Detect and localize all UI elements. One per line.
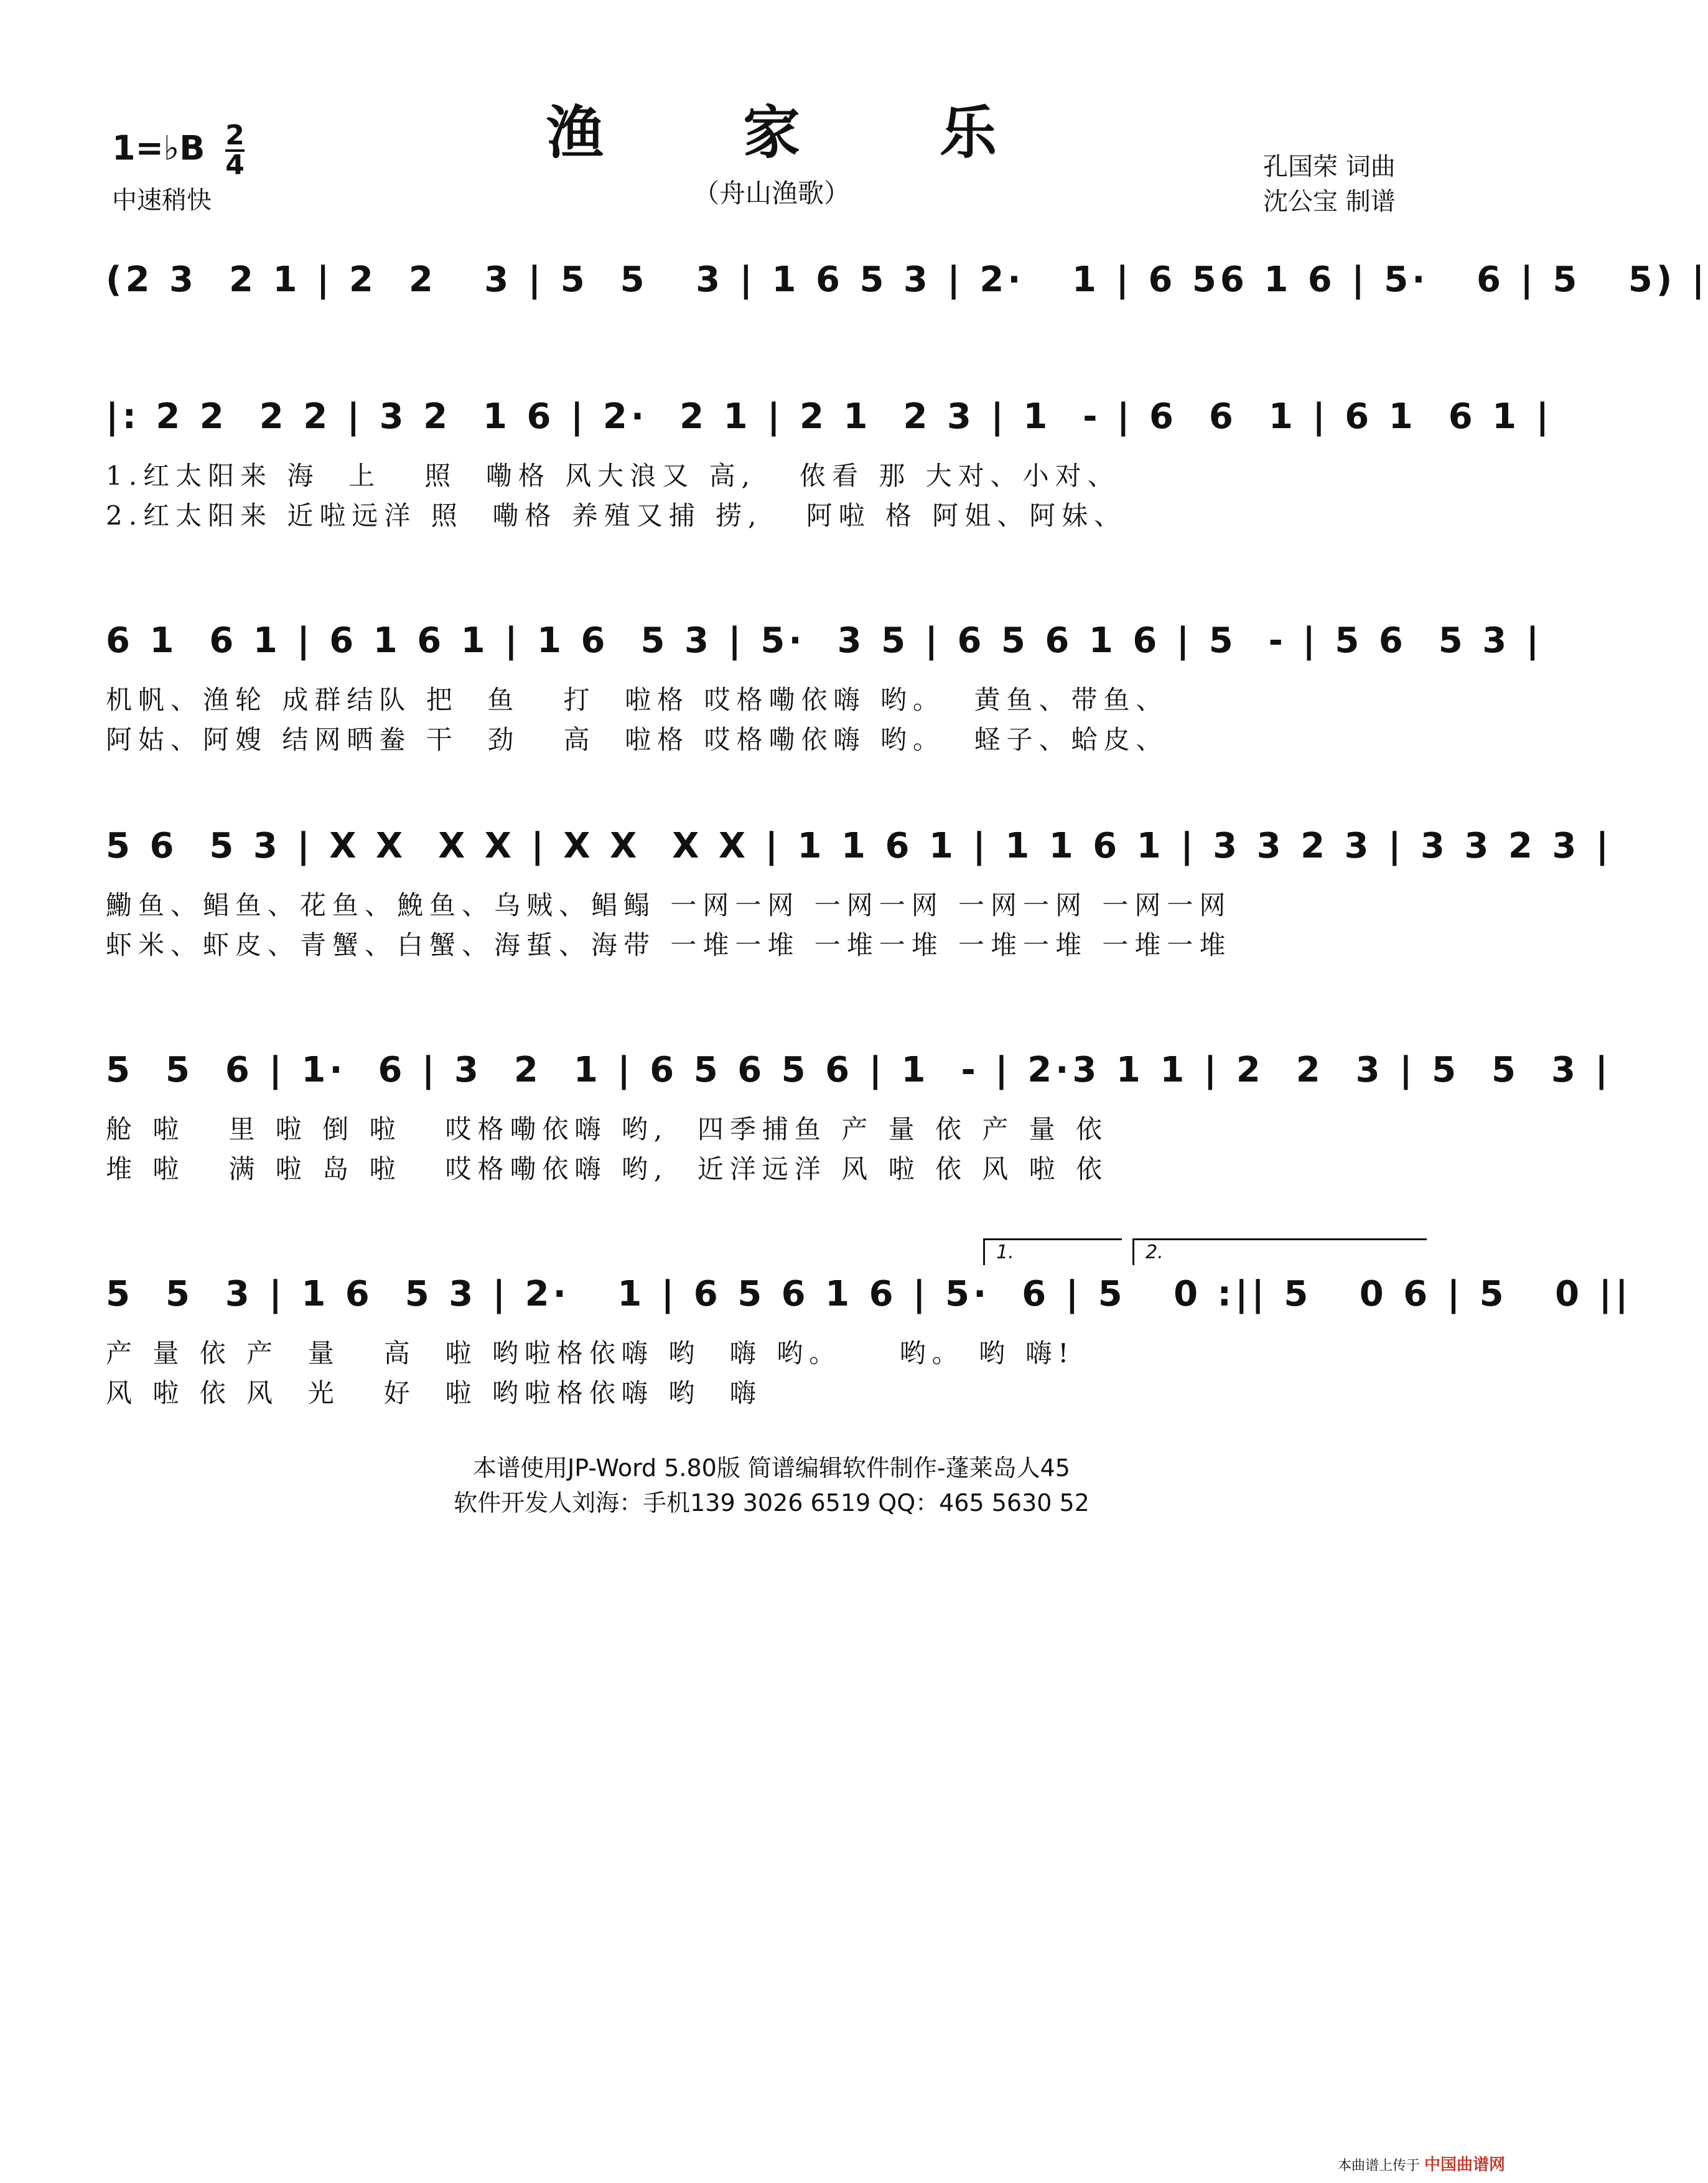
second-ending-bracket — [1132, 1238, 1427, 1265]
notation-line: 5 6 5 3 | X X X X | X X X X | 1 1 6 1 | 1 1 6 1 | 3 3 2 3 | 3 3 2 3 | — [106, 826, 1613, 866]
key-label: 1=♭B — [112, 128, 205, 168]
first-ending-label: 1. — [996, 1241, 1014, 1263]
first-ending-bracket — [983, 1238, 1122, 1265]
upload-text: 本曲谱上传于 — [1338, 2158, 1421, 2174]
lyrics-verse-2: 虾米、虾皮、青蟹、白蟹、海蜇、海带 一堆一堆 一堆一堆 一堆一堆 一堆一堆 — [106, 930, 1232, 960]
score-system-3 — [106, 616, 1543, 755]
tempo-marking: 中速稍快 — [112, 186, 212, 215]
lyrics-verse-1 — [106, 317, 1444, 361]
lyrics-verse-2: 阿姑、阿嫂 结网晒鲞 干 劲 高 啦格 哎格嘞依嗨 哟。 蛏子、蛤皮、 — [106, 724, 1169, 755]
lyrics-verse-2: 风 啦 依 风 光 好 啦 哟啦格依嗨 哟 嗨 — [106, 1378, 762, 1408]
page-title: 渔 家 乐 — [546, 99, 1057, 166]
key-signature — [112, 119, 245, 181]
notation-line: 5 5 3 | 1 6 5 3 | 2· 1 | 6 5 6 1 6 | 5· 6 | 5 0 :|| 5 0 6 | 5 0 || — [106, 1274, 1632, 1314]
time-signature — [225, 119, 245, 181]
score-system-1 — [106, 255, 1708, 380]
lyrics-verse-1: 鰳鱼、鲳鱼、花鱼、鮸鱼、乌贼、鲳鳎 一网一网 一网一网 一网一网 一网一网 — [106, 890, 1232, 920]
notation-line: (2 3 2 1 | 2 2 3 | 5 5 3 | 1 6 5 3 | 2· 1 | 6 56 1 6 | 5· 6 | 5 5) | — [106, 259, 1708, 300]
lyrics-verse-1: 机帆、渔轮 成群结队 把 鱼 打 啦格 哎格嘞依嗨 哟。 黄鱼、带鱼、 — [106, 685, 1169, 715]
score-system-2 — [106, 392, 1553, 531]
time-denominator: 4 — [225, 149, 245, 181]
lyrics-verse-1: 舱 啦 里 啦 倒 啦 哎格嘞依嗨 哟, 四季捕鱼 产 量 依 产 量 依 — [106, 1114, 1109, 1144]
developer-contact: 软件开发人刘海：手机139 3026 6519 QQ：465 5630 52 — [454, 1489, 1090, 1517]
score-system-6 — [106, 1269, 1632, 1408]
site-logo: 中国曲谱网 — [1424, 2156, 1506, 2174]
notation-line: |: 2 2 2 2 | 3 2 1 6 | 2· 2 1 | 2 1 2 3 | 1 - | 6 6 1 | 6 1 6 1 | — [106, 396, 1553, 437]
score-system-5 — [106, 1045, 1612, 1184]
lyrics-verse-1: 产 量 依 产 量 高 啦 哟啦格依嗨 哟 嗨 哟。 哟。 哟 嗨! — [106, 1338, 1075, 1368]
score-system-4 — [106, 821, 1613, 960]
upload-source — [1338, 2152, 1505, 2175]
subtitle: （舟山渔歌） — [693, 178, 850, 208]
lyrics-verse-2: 2.红太阳来 近啦远洋 照 嘞格 养殖又捕 捞, 阿啦 格 阿姐、阿妹、 — [106, 500, 1127, 531]
software-credit: 本谱使用JP-Word 5.80版 简谱编辑软件制作-蓬莱岛人45 — [473, 1454, 1070, 1482]
credit-lyrics-music: 孔国荣 词曲 — [1263, 152, 1396, 181]
lyrics-verse-1: 1.红太阳来 海 上 照 嘞格 风大浪又 高, 侬看 那 大对、小对、 — [106, 460, 1120, 491]
notation-line: 5 5 6 | 1· 6 | 3 2 1 | 6 5 6 5 6 | 1 - | 2·3 1 1 | 2 2 3 | 5 5 3 | — [106, 1050, 1612, 1090]
time-numerator: 2 — [225, 119, 245, 151]
lyrics-verse-2: 堆 啦 满 啦 岛 啦 哎格嘞依嗨 哟, 近洋远洋 风 啦 依 风 啦 依 — [106, 1154, 1109, 1184]
second-ending-label: 2. — [1146, 1241, 1164, 1263]
credit-arranger: 沈公宝 制谱 — [1263, 187, 1396, 216]
notation-line: 6 1 6 1 | 6 1 6 1 | 1 6 5 3 | 5· 3 5 | 6 5 6 1 6 | 5 - | 5 6 5 3 | — [106, 620, 1543, 661]
